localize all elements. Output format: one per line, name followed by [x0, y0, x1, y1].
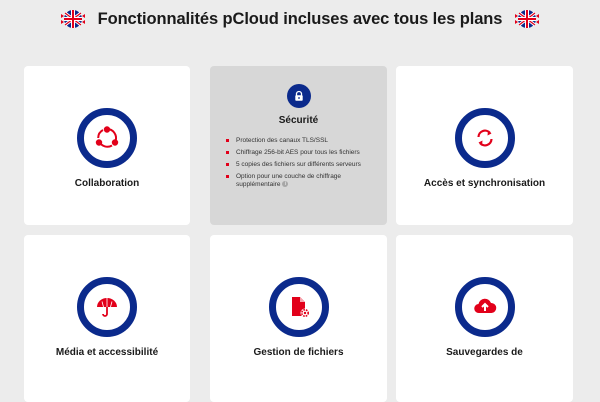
bullet-icon — [226, 175, 229, 178]
feature-card-security[interactable] — [210, 66, 387, 225]
bullet-icon — [226, 151, 229, 154]
page-title: Fonctionnalités pCloud incluses avec tous les plans — [97, 9, 503, 28]
feature-icon-ring — [455, 108, 515, 168]
list-item: Option pour une couche de chiffrage supplémentaire i — [226, 173, 376, 189]
card-title: Collaboration — [74, 178, 140, 189]
card-title: Sécurité — [278, 115, 319, 126]
list-item: Chiffrage 256-bit AES pour tous les fichiers — [226, 149, 376, 157]
card-title: Gestion de fichiers — [253, 347, 344, 358]
card-title: Média et accessibilité — [55, 347, 159, 358]
share-icon — [94, 125, 120, 151]
sync-icon — [472, 125, 498, 151]
file-gear-icon — [286, 294, 312, 320]
feature-icon-ring — [269, 277, 329, 337]
uk-flag-badge-icon — [60, 9, 86, 29]
bullet-icon — [226, 139, 229, 142]
info-icon[interactable]: i — [282, 181, 288, 187]
umbrella-icon — [94, 294, 120, 320]
lock-icon — [293, 90, 305, 102]
lock-icon-badge — [287, 84, 311, 108]
page-header — [0, 6, 600, 32]
feature-icon-ring — [77, 277, 137, 337]
feature-card-backups[interactable] — [396, 235, 573, 402]
feature-card-sync[interactable] — [396, 66, 573, 225]
feature-card-collaboration[interactable] — [24, 66, 190, 225]
feature-card-media[interactable] — [24, 235, 190, 402]
list-item: 5 copies des fichiers sur différents serveurs — [226, 161, 376, 169]
feature-icon-ring — [455, 277, 515, 337]
bullet-icon — [226, 163, 229, 166]
security-feature-list — [226, 137, 376, 193]
card-title: Sauvegardes de — [446, 347, 523, 358]
feature-icon-ring — [77, 108, 137, 168]
cloud-upload-icon — [472, 294, 498, 320]
feature-card-files[interactable] — [210, 235, 387, 402]
card-title: Accès et synchronisation — [423, 178, 546, 189]
list-item: Protection des canaux TLS/SSL — [226, 137, 376, 145]
uk-flag-badge-icon — [514, 9, 540, 29]
